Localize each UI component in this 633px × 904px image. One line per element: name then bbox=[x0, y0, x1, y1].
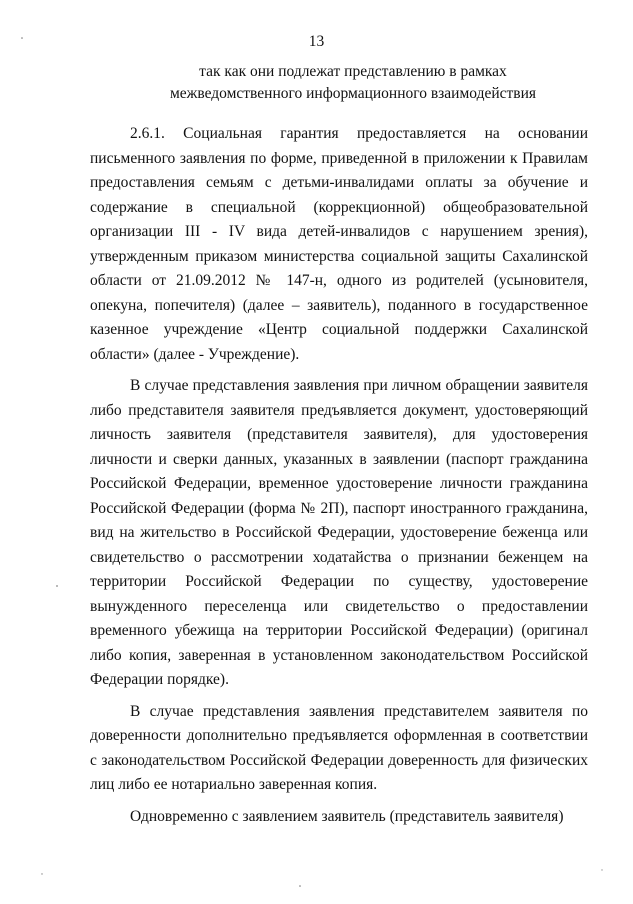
paragraph-2-6-1: 2.6.1. Социальная гарантия предоставляется на основании письменного заявления по форме, приведенной в приложении к Правилам предоставления семьям с детьми-инвалидами оплаты за обучение и содержание в специальной (коррекционной) общеобразовательной организации III - IV вида детей-инвалидов с нарушением зрения), утвержденным приказом министерства социальной защиты Сахалинской области от 21.09.2012 № 147-н, одного из родителей (усыновителя, опекуна, попечителя) (далее – заявитель), поданного в государственное казенное учреждение «Центр социальной поддержки Сахалинской области» (далее - Учреждение). bbox=[90, 125, 588, 363]
paragraph-representative: В случае представления заявления представителем заявителя по доверенности дополнительно предъявляется оформленная в соответствии с законодательством Российской Федерации доверенность для физических лиц либо ее нотариально заверенная копия. bbox=[90, 702, 588, 793]
paragraph-personal-appeal: В случае представления заявления при личном обращении заявителя либо представителя заявителя предъявляется документ, удостоверяющий личность заявителя (представителя заявителя), для удостоверения личности и сверки данных, указанных в заявлении (паспорт гражданина Российской Федерации, временное удостоверение личности гражданина Российской Федерации (форма № 2П), паспорт иностранного гражданина, вид на жительство в Российской Федерации, удостоверение беженца или свидетельство о рассмотрении ходатайства о признании беженцем на территории Российской Федерации по существу, удостоверение вынужденного переселенца или свидетельство о предоставлении временного убежища на территории Российской Федерации) (оригинал либо копия, заверенная в установленном законодательством Российской Федерации порядке). bbox=[90, 377, 588, 688]
header-line-2: межведомственного информационного взаимодействия bbox=[169, 85, 537, 102]
header-line-1: так как они подлежат представлению в рамках bbox=[199, 63, 507, 80]
page-number: 13 bbox=[308, 33, 325, 50]
paragraph-simultaneously: Одновременно с заявлением заявитель (представитель заявителя) bbox=[130, 807, 564, 825]
